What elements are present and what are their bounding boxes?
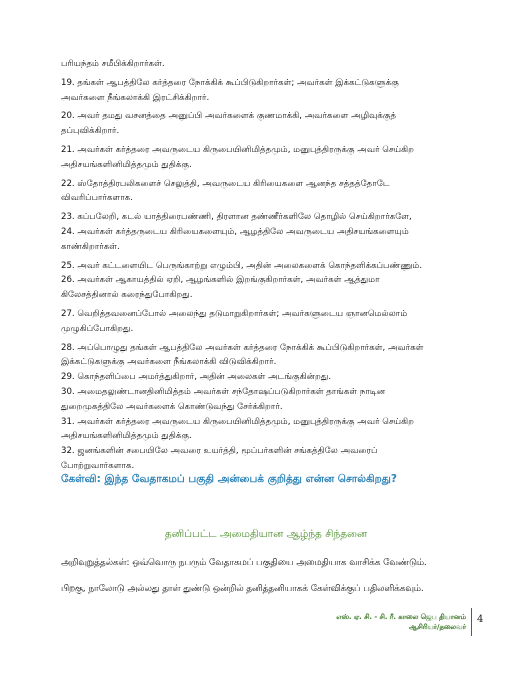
verse-line: 23. கப்பலேறி, கடல் யாத்திரைபண்ணி, திரளான தண்ணீர்களிலே தொழில் செய்கிறார்களே, (61, 212, 412, 223)
verse-line: 22. ஸ்தோத்திரபலிகளைச் செலுத்தி, அவருடைய கிரியைகளை ஆனந்த சத்தத்தோடே (61, 178, 390, 189)
section-heading: தனிப்பட்ட அமைதியான ஆழ்ந்த சிந்தனை (164, 528, 368, 540)
verse-line: 30. அமைதலுண்டானதினிமித்தம் அவர்கள் சந்தோஷப்படுகிறார்கள் தாங்கள் நாடின (61, 386, 386, 397)
verse-line: விவரிப்பார்களாக. (61, 193, 133, 204)
discussion-question: கேள்வி: இந்த வேதாகமப் பகுதி அன்பைக் குறித்து என்ன சொல்கிறது? (61, 473, 397, 485)
scripture-passage (61, 57, 479, 474)
verse-line: 29. கொந்தளிப்பை அமர்த்துகிறார், அதின் அலைகள் அடங்குகின்றது. (61, 372, 332, 383)
verse-line: 20. அவர் தமது வசனத்தை அனுப்பி அவர்களைக் குணமாக்கி, அவர்களை அழிவுக்குத் (61, 111, 397, 122)
verse-line: அதிசயங்களினிமித்தமும் துதிக்கு. (61, 431, 192, 442)
verse-line: 26. அவர்கள் ஆகாயத்தில் ஏறி, ஆழங்களில் இறங்குகிறார்கள், அவர்கள் ஆத்துமா (61, 275, 380, 286)
verse-line: அதிசயங்களினிமித்தமும் துதிக்கு. (61, 159, 192, 170)
verse-line: 27. வெறித்தவனைப்போல் அலைந்து தடுமாறுகிறார்கள்; அவர்களுடைய ஞானமெல்லாம் (61, 308, 408, 319)
verse-line: அவர்களை நீங்கலாக்கி இரட்சிக்கிறார். (61, 92, 210, 103)
verse-line: காண்கிறார்கள். (61, 241, 120, 252)
footer-caption (336, 612, 466, 632)
verse-line: 19. தங்கள் ஆபத்திலே கர்த்தரை நோக்கிக் கூப்பிடுகிறார்கள்; அவர்கள் இக்கட்டுகளுக்கு (61, 77, 399, 88)
instructions (61, 550, 486, 602)
footer-divider (471, 608, 472, 636)
instruction-line: பிறகு, நாலோடு அல்லது தாள் துண்டு ஒன்றில் தனித்தனியாகக் கேள்விக்குப் பதிலளிக்கவும். (61, 584, 424, 594)
page-number: 4 (477, 614, 484, 625)
verse-line: 32. ஜனங்களின் சபையிலே அவரை உயர்த்தி, மூப்பர்களின் சங்கத்திலே அவரைப் (61, 446, 378, 457)
verse-line: தப்புவிக்கிறார். (61, 126, 120, 137)
verse-line: முழுகிப்போகிறது. (61, 323, 134, 334)
verse-line: 25. அவர் கட்டளையிட பெருங்காற்று எழும்பி, அதின் அலைகளைக் கொந்தளிக்கப்பண்ணும். (61, 260, 423, 271)
verse-line: துறைமுகத்திலே அவர்களைக் கொண்டுவந்து சேர்க்கிறார். (61, 401, 283, 412)
verse-line: கிலேசத்தினால் கரைந்துபோகிறது. (61, 290, 193, 301)
verse-line: 28. அப்பொழுது தங்கள் ஆபத்திலே அவர்கள் கர்த்தரை நோக்கிக் கூப்பிடுகிறார்கள், அவர்கள் (61, 342, 424, 353)
verse-line: போற்றுவார்களாக. (61, 460, 135, 471)
verse-line: 21. அவர்கள் கர்த்தரை அவருடைய கிருபையினிமித்தமும், மனுபுத்திரருக்கு அவர் செய்கிற (61, 144, 414, 155)
footer-subtitle: ஆசிரியர்/தலைவர் (408, 623, 466, 631)
footer-title: எஸ். ஏ. சி. - சி. ரீ. காலை ஜெப தியானம் (336, 613, 466, 621)
verse-line: 31. அவர்கள் கர்த்தரை அவருடைய கிருபையினிமித்தமும், மனுபுத்திரருக்கு அவர் செய்கிற (61, 416, 414, 427)
verse-line: பரியந்தம் சமீபிக்கிறார்கள். (61, 59, 165, 69)
verse-line: இக்கட்டுகளுக்கு அவர்களை நீங்கலாக்கி விடுவிக்கிறார். (61, 357, 277, 368)
instruction-line: அறிவுறுத்தல்கள்: ஒவ்வொரு நபரும் வேதாகமப் பகுதியை அமைதியாக வாசிக்க வேண்டும். (61, 558, 427, 568)
verse-line: 24. அவர்கள் கர்த்தருடைய கிரியைகளையும், ஆழத்திலே அவருடைய அதிசயங்களையும் (61, 226, 409, 237)
